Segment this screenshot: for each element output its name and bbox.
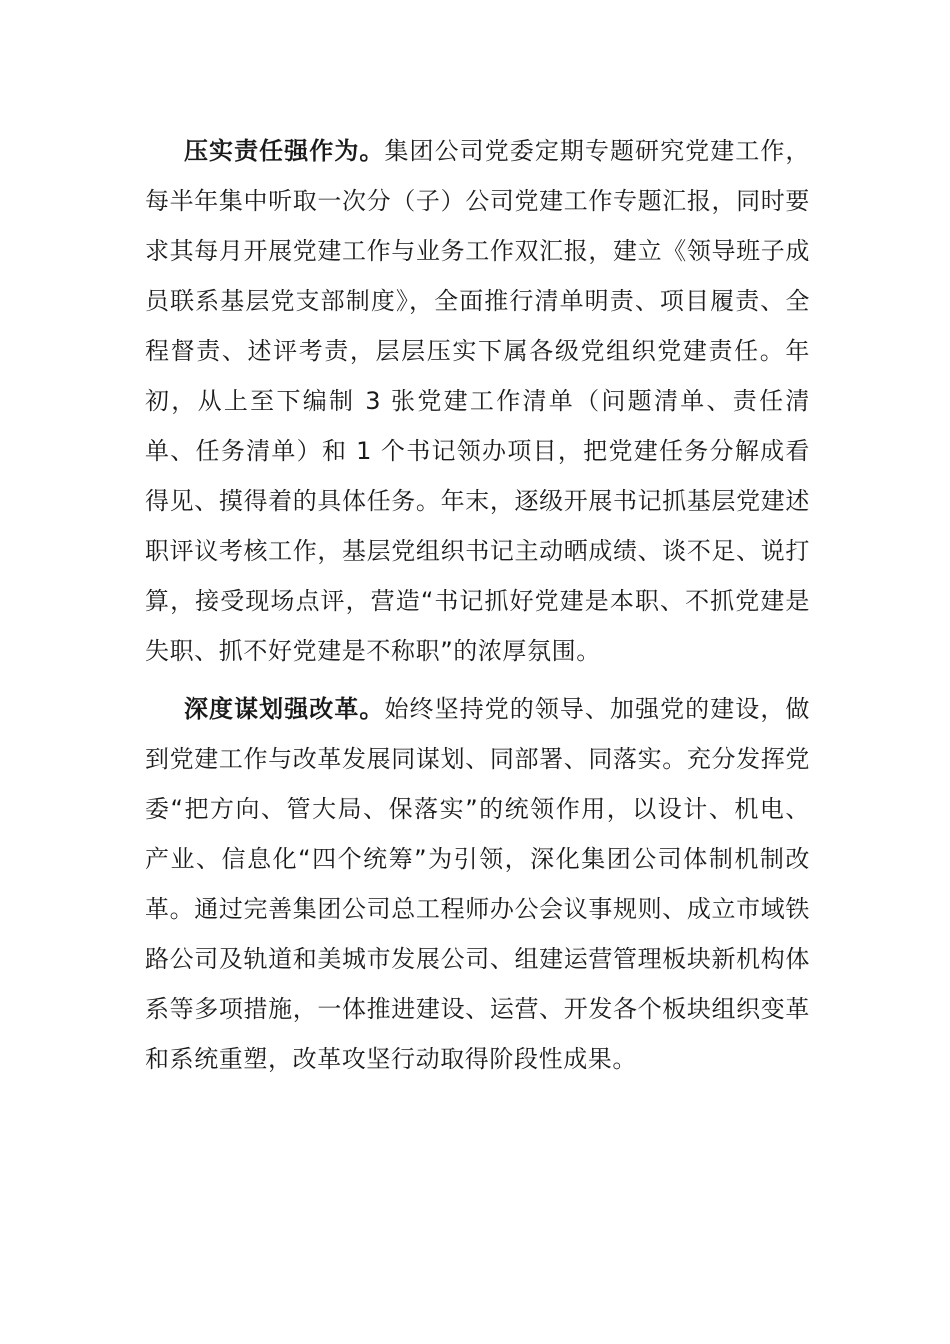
- paragraph-reform: [145, 684, 810, 1084]
- paragraph-text: 集团公司党委定期专题研究党建工作，每半年集中听取一次分（子）公司党建工作专题汇报，同时要求其每月开展党建工作与业务工作双汇报，建立《领导班子成员联系基层党支部制度》，全面推行清单明责、项目履责、全程督责、述评考责，层层压实下属各级党组织党建责任。年初，从上至下编制 3 张党建工作清单（问题清单、责任清单、任务清单）和 1 个书记领办项目，把党建任务分解成看得见、摸得着的具体任务。年末，逐级开展书记抓基层党建述职评议考核工作，基层党组织书记主动晒成绩、谈不足、说打算，接受现场点评，营造“书记抓好党建是本职、不抓党建是失职、抓不好党建是不称职”的浓厚氛围。: [145, 137, 810, 665]
- paragraph-responsibility: [145, 126, 810, 676]
- paragraph-heading: 压实责任强作为。: [184, 137, 385, 165]
- paragraph-text: 始终坚持党的领导、加强党的建设，做到党建工作与改革发展同谋划、同部署、同落实。充分发挥党委“把方向、管大局、保落实”的统领作用，以设计、机电、产业、信息化“四个统筹”为引领，深化集团公司体制机制改革。通过完善集团公司总工程师办公会议事规则、成立市域铁路公司及轨道和美城市发展公司、组建运营管理板块新机构体系等多项措施，一体推进建设、运营、开发各个板块组织变革和系统重塑，改革攻坚行动取得阶段性成果。: [145, 695, 810, 1073]
- document-body: [145, 126, 810, 1084]
- paragraph-heading: 深度谋划强改革。: [184, 695, 385, 723]
